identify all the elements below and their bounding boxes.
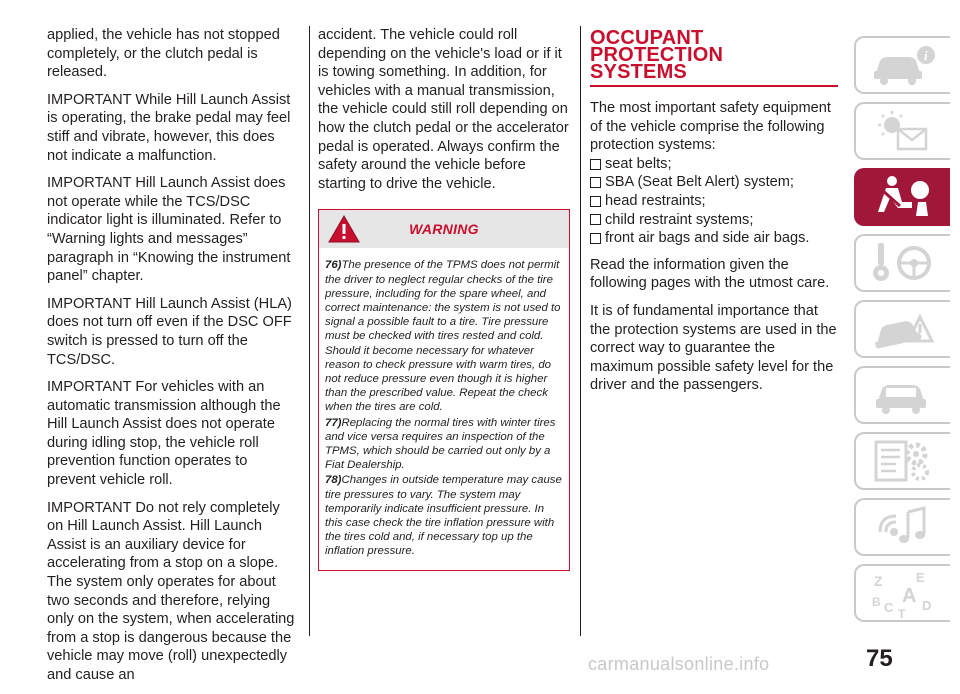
warning-item (325, 258, 563, 414)
index-letter: B (872, 595, 881, 609)
warning-item-text: The presence of the TPMS does not permit the driver to neglect regular checks of the tire pressure, including for the spare wheel, and correct maintenance: the system is not used to signal a possible fault to a tire. Tire pressure must be checked with tires rested and cold. Should it become necessary for whatever reason to check pressure with warm tires, do not reduce pressure even though it is higher than the prescribed value. Repeat the check when the tires are cold. (325, 259, 561, 414)
tab-safety[interactable] (854, 168, 950, 226)
paragraph: The most important safety equipment of the vehicle comprise the following protection systems: (590, 100, 831, 154)
warning-box (318, 209, 570, 570)
page-number: 75 (866, 645, 893, 672)
warning-item-number: 76) (325, 259, 342, 272)
car-service-icon (868, 373, 938, 417)
tab-technical-data[interactable] (854, 432, 950, 490)
warning-item-number: 77) (325, 416, 342, 429)
paragraph: IMPORTANT Hill Launch Assist does not operate while the TCS/DSC indicator light is illuminated. Refer to “Warning lights and messages” paragraph in “Knowing the instrument panel” chapter. (47, 175, 291, 285)
car-info-icon (868, 43, 938, 87)
tab-starting-driving[interactable] (854, 234, 950, 292)
index-letter: Z (874, 573, 883, 589)
key-steering-wheel-icon (868, 241, 938, 285)
checkbox-bullet-icon (590, 177, 601, 188)
index-letter: E (916, 570, 925, 585)
warning-title: WARNING (409, 221, 479, 238)
paragraph: It is of fundamental importance that the protection systems are used in the correct way to guarantee the maximum possible safety level for the driver and the passengers. (590, 302, 837, 394)
multimedia-icon (868, 502, 938, 552)
airbag-seat-icon (868, 172, 938, 222)
column-right (590, 26, 840, 404)
paragraph: IMPORTANT While Hill Launch Assist is operating, the brake pedal may feel stiff and vibrate, however, this does not indicate a malfunction. (47, 91, 291, 164)
warning-item-text: Changes in outside temperature may cause tire pressures to vary. The system may temporarily indicate insufficient pressure. In this case check the tire inflation pressure with the tires cold and, if necessary top up the inflation pressure. (325, 474, 562, 558)
column-divider (580, 26, 581, 636)
index-letter: D (922, 598, 932, 613)
column-divider (309, 26, 310, 636)
index-letter: T (898, 607, 906, 618)
list-item-text: SBA (Seat Belt Alert) system; (605, 174, 794, 191)
tab-car-info[interactable] (854, 36, 950, 94)
car-breakdown-icon (868, 307, 938, 351)
column-middle (318, 26, 570, 571)
checkbox-bullet-icon (590, 233, 601, 244)
tab-servicing[interactable] (854, 366, 950, 424)
tab-multimedia[interactable] (854, 498, 950, 556)
alphabetical-index-icon (868, 568, 938, 618)
list-item-text: seat belts; (605, 155, 672, 172)
warning-body (319, 248, 569, 569)
tab-in-an-emergency[interactable] (854, 300, 950, 358)
column-left (47, 26, 299, 694)
list-item-text: front air bags and side air bags. (605, 230, 810, 247)
warning-item-text: Replacing the normal tires with winter tires and vice versa requires an inspection of the TPMS, which should be carried out only by a Fiat Dealership. (325, 416, 556, 472)
list-item (590, 155, 840, 174)
list-item (590, 229, 840, 248)
bullet-list (590, 155, 840, 248)
paragraph: IMPORTANT For vehicles with an automatic transmission although the Hill Launch Assist does not operate during idling stop, the vehicle roll prevention function operates to prevent vehicle roll. (47, 379, 281, 489)
tab-index[interactable] (854, 564, 950, 622)
checkbox-bullet-icon (590, 196, 601, 207)
paragraph: IMPORTANT Do not rely completely on Hill Launch Assist. Hill Launch Assist is an auxiliary device for accelerating from a stop on a slope. The system only operates for about two seconds and therefore, relying only on the system, when accelerating from a stop is dangerous because the vehicle may move (roll) unexpectedly and cause an (47, 499, 295, 683)
section-title (590, 27, 840, 83)
watermark: carmanualsonline.info (588, 654, 770, 674)
section-title-line: PROTECTION (590, 44, 724, 66)
checkbox-bullet-icon (590, 159, 601, 170)
svg-text:i: i (924, 48, 928, 63)
list-item-text: child restraint systems; (605, 211, 754, 228)
list-item (590, 173, 840, 192)
checkbox-bullet-icon (590, 214, 601, 225)
section-title-line: SYSTEMS (590, 61, 687, 83)
list-item (590, 192, 840, 211)
warning-header (319, 210, 569, 248)
section-title-line: OCCUPANT (590, 27, 704, 49)
list-item (590, 211, 840, 230)
index-letter: A (902, 585, 917, 607)
paragraph: applied, the vehicle has not stopped completely, or the clutch pedal is released. (47, 27, 280, 81)
paragraph: IMPORTANT Hill Launch Assist (HLA) does not turn off even if the DSC OFF switch is pressed to turn off the TCS/DSC. (47, 295, 292, 368)
warning-item (325, 416, 563, 473)
index-letter: C (884, 600, 894, 615)
section-rule (590, 85, 838, 87)
paragraph: Read the information given the following pages with the utmost care. (590, 256, 830, 292)
warning-item (325, 473, 563, 558)
warning-item-number: 78) (325, 474, 342, 487)
technical-data-icon (868, 436, 938, 486)
warning-triangle-icon (327, 214, 361, 244)
tab-warning-lights[interactable] (854, 102, 950, 160)
warning-lights-icon (868, 109, 938, 153)
paragraph: accident. The vehicle could roll depending on the vehicle's load or if it is towing something. In addition, for vehicles with a manual transmission, the vehicle could still roll depending on how the clutch pedal or the accelerator pedal is operated. Always confirm the safety around the vehicle before starting to drive the vehicle. (318, 27, 569, 192)
list-item-text: head restraints; (605, 192, 706, 209)
